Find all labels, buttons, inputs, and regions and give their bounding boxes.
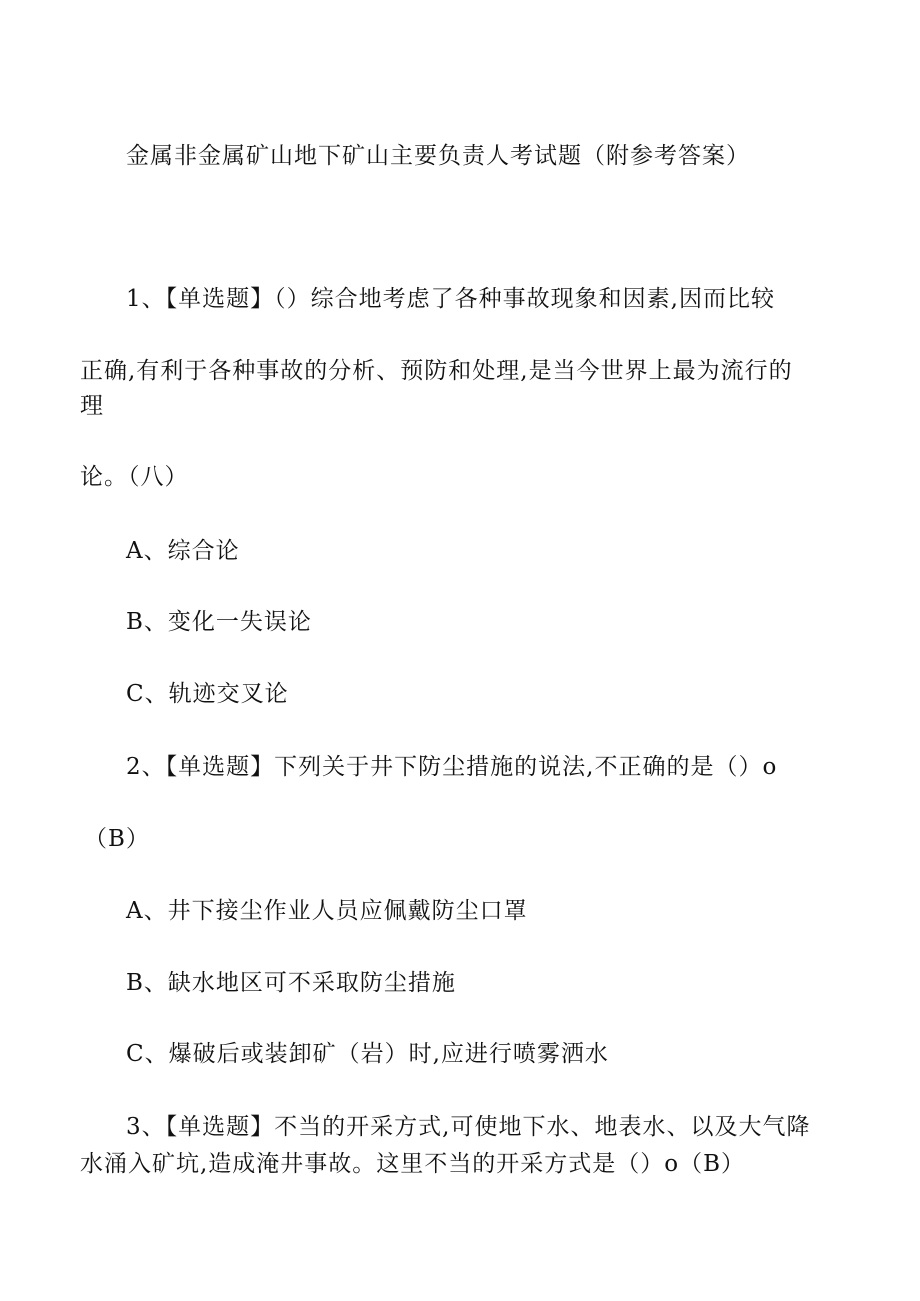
- question-2-stem-line-1: 2、【单选题】下列关于井下防尘措施的说法,不正确的是（）o: [126, 754, 778, 780]
- document-title: 金属非金属矿山地下矿山主要负责人考试题（附参考答案）: [126, 143, 750, 169]
- question-2-option-a: A、井下接尘作业人员应佩戴防尘口罩: [126, 898, 528, 924]
- question-2-option-b: B、缺水地区可不采取防尘措施: [126, 970, 456, 996]
- question-1-option-b: B、变化一失误论: [126, 609, 312, 635]
- question-1-stem-line-1: 1、【单选题】（）综合地考虑了各种事故现象和因素,因而比较: [126, 286, 775, 312]
- question-3-stem-line-2: 水涌入矿坑,造成淹井事故。这里不当的开采方式是（）o（B）: [80, 1151, 746, 1177]
- question-2-stem-line-2: （B）: [84, 826, 150, 852]
- question-1-option-a: A、综合论: [126, 538, 240, 564]
- question-2-option-c: C、爆破后或装卸矿（岩）时,应进行喷雾洒水: [126, 1041, 609, 1067]
- question-1-stem-line-2: 正确,有利于各种事故的分析、预防和处理,是当今世界上最为流行的: [80, 358, 793, 384]
- question-3-stem-line-1: 3、【单选题】不当的开采方式,可使地下水、地表水、以及大气降: [126, 1114, 811, 1140]
- question-1-option-c: C、轨迹交叉论: [126, 681, 289, 707]
- question-1-stem-line-4: 论。（八）: [80, 464, 189, 490]
- question-1-stem-line-3: 理: [80, 393, 104, 419]
